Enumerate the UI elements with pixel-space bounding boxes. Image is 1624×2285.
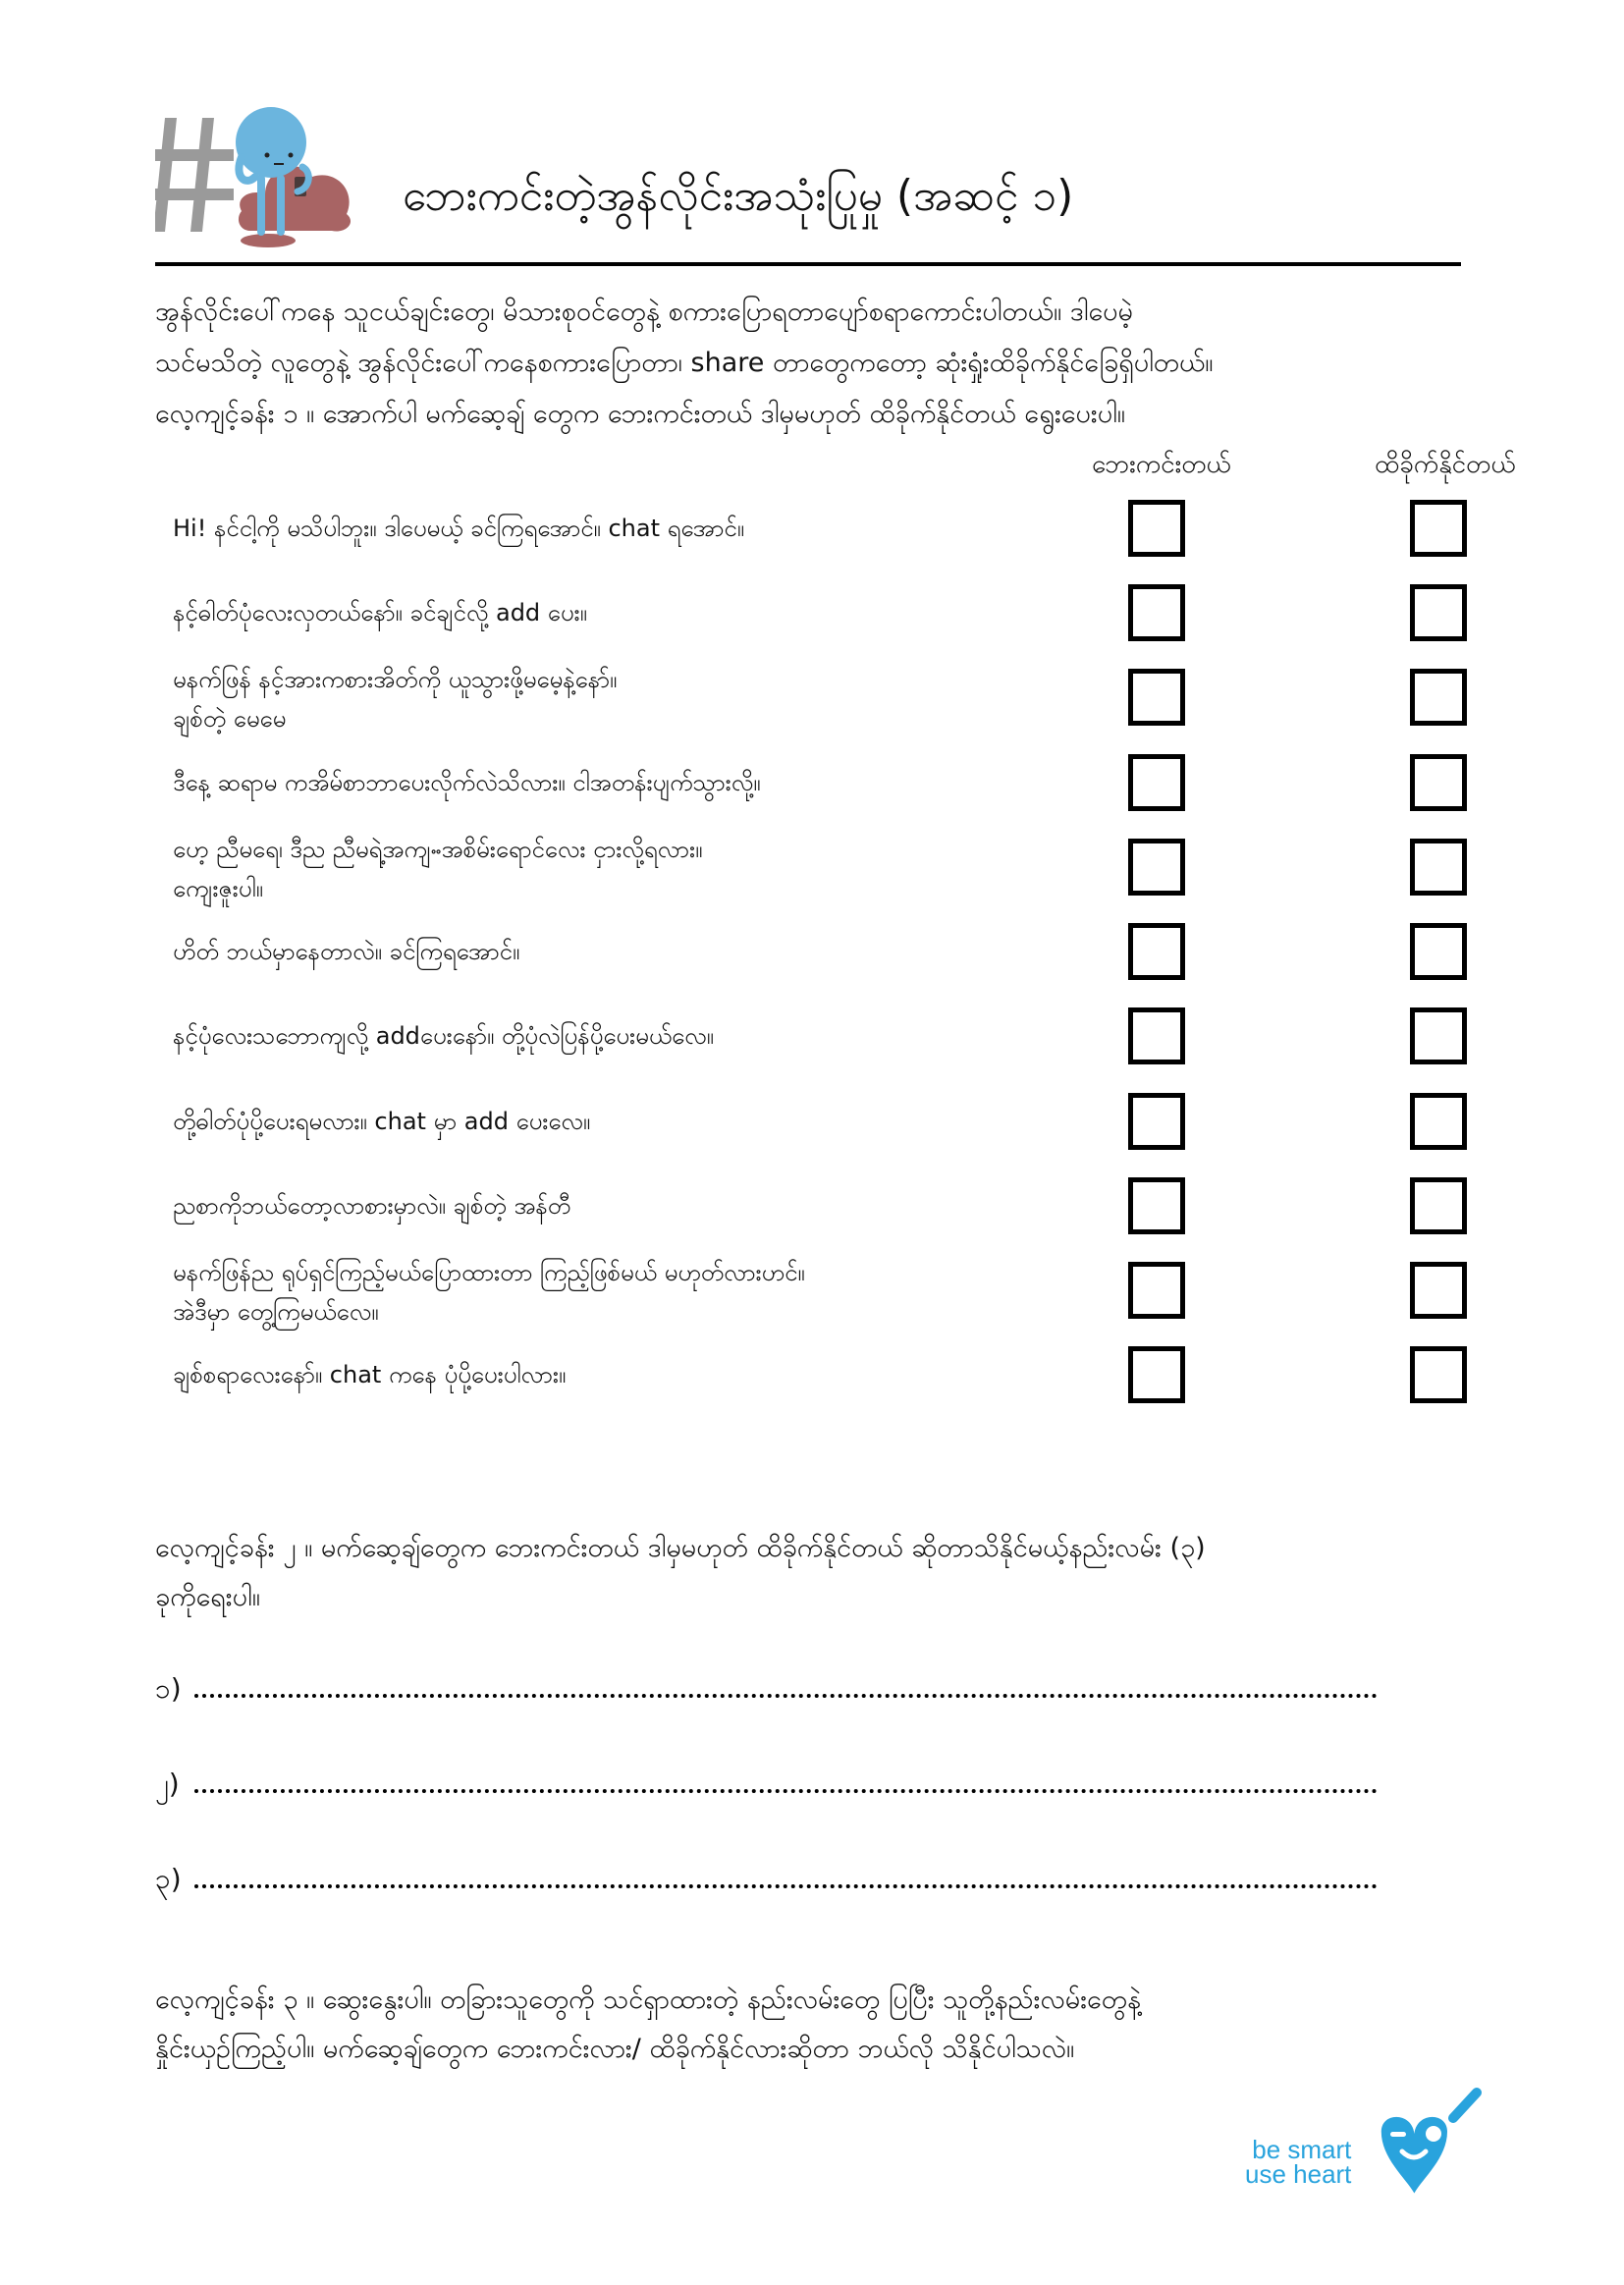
risky-checkbox-6[interactable] [1410,923,1467,980]
risky-checkbox-5[interactable] [1410,839,1467,896]
safe-checkbox-7[interactable] [1128,1007,1185,1064]
message-item-11: ချစ်စရာလေးနော်။ chat ကနေ ပုံပို့ပေးပါလား။ [173,1361,567,1388]
risky-checkbox-3[interactable] [1410,669,1467,726]
risky-checkbox-11[interactable] [1410,1346,1467,1403]
message-item-8: တို့ဓါတ်ပုံပို့ပေးရမလား။ chat မှာ add ပေးလေ။ [173,1108,591,1135]
risky-checkbox-4[interactable] [1410,754,1467,811]
message-item-5: ဟေ့ ညီမရေ၊ ဒီည ညီမရဲ့အကျႌအစိမ်းရောင်လေး ငှားလို့ရလား။ ကျေးဇူးပါ။ [173,836,703,902]
message-item-1: Hi! နင်ငါ့ကို မသိပါဘူး။ ဒါပေမယ့် ခင်ကြရအောင်။ chat ရအောင်။ [173,515,744,542]
answer-line-2[interactable] [155,1765,1378,1804]
intro-line: သင်မသိတဲ့ လူတွေနဲ့ အွန်လိုင်းပေါ်ကနေစကားပြောတာ၊ share တာတွေကတော့ ဆုံးရှုံးထိခိုက်နိုင်ခြေရှိပါတယ်။ [155,348,1214,378]
safe-checkbox-1[interactable] [1128,500,1185,557]
winking-heart-icon [1355,2087,1492,2204]
message-item-6: ဟိတ် ဘယ်မှာနေတာလဲ။ ခင်ကြရအောင်။ [173,938,520,965]
brand-logo-text: be smart use heart [1245,2135,1352,2189]
answer-number: ၃) [155,1863,182,1895]
hashtag-mascot-icon [155,98,376,255]
message-item-7: နင့်ပုံလေးသဘောကျလို့ addပေးနော်။ တို့ပုံလဲပြန်ပို့ပေးမယ်လေ။ [173,1022,714,1050]
page-title: ဘေးကင်းတဲ့အွန်လိုင်းအသုံးပြုမှု (အဆင့် ၁) [403,171,1074,221]
column-header-risky: ထိခိုက်နိုင်တယ် [1375,450,1516,479]
safe-checkbox-4[interactable] [1128,754,1185,811]
safe-checkbox-2[interactable] [1128,584,1185,641]
answer-number: ၂) [155,1768,180,1800]
safe-checkbox-10[interactable] [1128,1262,1185,1319]
intro-paragraph [155,287,1471,440]
message-item-10: မနက်ဖြန်ည ရုပ်ရှင်ကြည့်မယ်ပြောထားတာ ကြည့်ဖြစ်မယ် မဟုတ်လားဟင်။ အဲဒီမှာ တွေ့ကြမယ်လေ။ [173,1259,805,1326]
safe-checkbox-9[interactable] [1128,1177,1185,1234]
title-divider [155,262,1461,266]
risky-checkbox-9[interactable] [1410,1177,1467,1234]
risky-checkbox-7[interactable] [1410,1007,1467,1064]
answer-number: ၁) [155,1672,182,1705]
risky-checkbox-1[interactable] [1410,500,1467,557]
safe-checkbox-11[interactable] [1128,1346,1185,1403]
message-item-9: ညစာကိုဘယ်တော့လာစားမှာလဲ။ ချစ်တဲ့ အန်တီ [173,1192,571,1220]
message-item-4: ဒီနေ့ ဆရာမ ကအိမ်စာဘာပေးလိုက်လဲသိလား။ ငါအတန်းပျက်သွားလို့။ [173,769,761,796]
safe-checkbox-3[interactable] [1128,669,1185,726]
answer-line-3[interactable] [155,1860,1378,1899]
answer-dotted-field[interactable] [194,1768,1378,1793]
risky-checkbox-10[interactable] [1410,1262,1467,1319]
answer-dotted-field[interactable] [194,1863,1378,1888]
exercise2-instruction: လေ့ကျင့်ခန်း ၂ ။ မက်ဆေ့ချ်တွေက ဘေးကင်းတယ် ဒါမှမဟုတ် ထိခိုက်နိုင်တယ် ဆိုတာသိနိုင်မယ့်နည်းလမ်း (၃) ခုကိုရေးပါ။ [155,1533,1206,1612]
answer-dotted-field[interactable] [194,1672,1378,1698]
exercise3-instruction: လေ့ကျင့်ခန်း ၃ ။ ဆွေးနွေးပါ။ တခြားသူတွေကို သင်ရှာထားတဲ့ နည်းလမ်းတွေ ပြပြီး သူတို့နည်းလမ်းတွေနဲ့ နှိုင်းယှဉ်ကြည့်ပါ။ မက်ဆေ့ချ်တွေက ဘေးကင်းလား/ ထိခိုက်နိုင်လားဆိုတာ ဘယ်လို သိနိုင်ပါသလဲ။ [155,1985,1141,2064]
message-item-3: မနက်ဖြန် နင့်အားကစားအိတ်ကို ယူသွားဖို့မမေ့နဲ့နော်။ ချစ်တဲ့ မေမေ [173,666,618,733]
intro-line: အွန်လိုင်းပေါ်ကနေ သူငယ်ချင်းတွေ၊ မိသားစုဝင်တွေနဲ့ စကားပြောရတာပျော်စရာကောင်းပါတယ်။ ဒါပေမဲ့ [155,297,1133,327]
risky-checkbox-2[interactable] [1410,584,1467,641]
safe-checkbox-5[interactable] [1128,839,1185,896]
safe-checkbox-8[interactable] [1128,1093,1185,1150]
risky-checkbox-8[interactable] [1410,1093,1467,1150]
answer-line-1[interactable] [155,1669,1378,1709]
safe-checkbox-6[interactable] [1128,923,1185,980]
column-header-safe: ဘေးကင်းတယ် [1092,450,1231,479]
exercise1-instruction: လေ့ကျင့်ခန်း ၁ ။ အောက်ပါ မက်ဆေ့ချ် တွေက ဘေးကင်းတယ် ဒါမှမဟုတ် ထိခိုက်နိုင်တယ် ရွေးပေးပါ။ [155,399,1125,429]
message-item-2: နင့်ဓါတ်ပုံလေးလှတယ်နော်။ ခင်ချင်လို့ add ပေး။ [173,599,587,626]
